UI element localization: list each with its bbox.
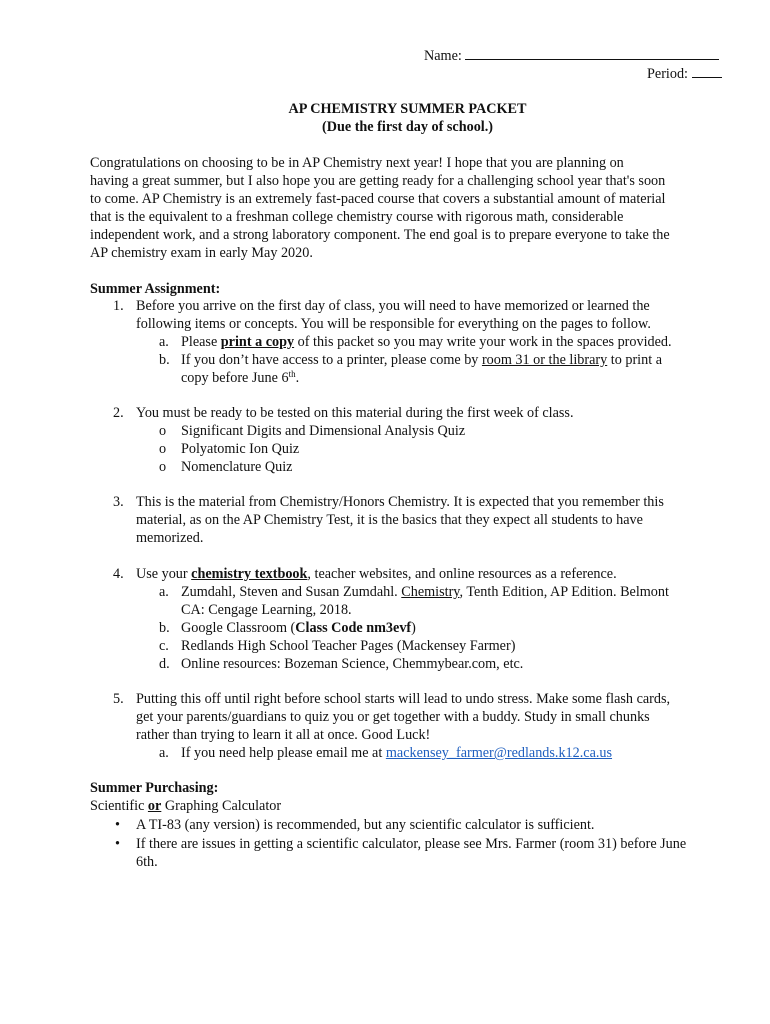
page-subtitle: (Due the first day of school.)	[321, 119, 494, 135]
chemistry-title: Chemistry	[401, 584, 460, 600]
item3-line: memorized.	[136, 530, 204, 546]
item4-text: Use your chemistry textbook, teacher websites, and online resources as a reference.	[136, 566, 617, 582]
item1b-line2: copy before June 6th.	[181, 369, 300, 386]
email-link[interactable]: mackensey_farmer@redlands.k12.ca.us	[385, 745, 613, 761]
intro-line: to come. AP Chemistry is an extremely fast-paced course that covers a substantial amount of material	[90, 191, 666, 207]
item2-text: You must be ready to be tested on this material during the first week of class.	[136, 405, 574, 421]
item4d-text: Online resources: Bozeman Science, Chemmybear.com, etc.	[181, 656, 524, 672]
item-number: 3.	[113, 494, 124, 510]
print-a-copy-emphasis: print a copy	[220, 334, 295, 350]
name-line	[424, 47, 719, 66]
purchasing-bullet-cont: 6th.	[136, 854, 158, 870]
bullet-dot: •	[115, 817, 120, 833]
intro-line: that is the equivalent to a freshman college chemistry course with rigorous math, considerable	[90, 209, 624, 225]
sub-marker: a.	[159, 745, 169, 761]
calculator-line: Scientific or Graphing Calculator	[90, 798, 282, 814]
item4c-text: Redlands High School Teacher Pages (Mackensey Farmer)	[181, 638, 516, 654]
period-blank[interactable]	[692, 65, 722, 78]
item5-line: Putting this off until right before school starts will lead to undo stress. Make some flash cards,	[136, 691, 671, 707]
or-emphasis: or	[147, 798, 162, 814]
sub-marker: d.	[159, 656, 170, 672]
quiz-item: Polyatomic Ion Quiz	[181, 441, 300, 457]
item5a-text: If you need help please email me at mackensey_farmer@redlands.k12.ca.us	[181, 745, 613, 761]
class-code: Class Code nm3evf	[295, 620, 412, 636]
item-number: 2.	[113, 405, 124, 421]
intro-line: having a great summer, but I also hope you are getting ready for a challenging school year that's soon	[90, 173, 666, 189]
item-number: 5.	[113, 691, 124, 707]
item1a-text: Please print a copy of this packet so you may write your work in the spaces provided.	[181, 334, 672, 350]
item3-line: material, as on the AP Chemistry Test, it is the basics that they expect all students to have	[136, 512, 643, 528]
intro-line: independent work, and a strong laboratory component. The end goal is to prepare everyone to take the	[90, 227, 670, 243]
purchasing-bullet: If there are issues in getting a scientific calculator, please see Mrs. Farmer (room 31) before June	[136, 836, 687, 852]
item-number: 1.	[113, 298, 124, 314]
bullet-o: o	[159, 441, 167, 457]
item3-line: This is the material from Chemistry/Honors Chemistry. It is expected that you remember this	[136, 494, 664, 510]
bullet-o: o	[159, 423, 167, 439]
intro-line: AP chemistry exam in early May 2020.	[90, 245, 313, 261]
period-label: Period:	[647, 66, 688, 82]
sub-marker: c.	[159, 638, 169, 654]
page-title: AP CHEMISTRY SUMMER PACKET	[288, 101, 527, 117]
item4b-text: Google Classroom (Class Code nm3evf)	[181, 620, 416, 636]
item-number: 4.	[113, 566, 124, 582]
sub-marker: a.	[159, 584, 169, 600]
textbook-emphasis: chemistry textbook	[191, 566, 308, 582]
quiz-item: Nomenclature Quiz	[181, 459, 293, 475]
sub-marker: a.	[159, 334, 169, 350]
item5-line: rather than trying to learn it all at once. Good Luck!	[136, 727, 431, 743]
purchasing-heading: Summer Purchasing:	[90, 780, 219, 796]
item1b-text: If you don’t have access to a printer, please come by room 31 or the library to print a	[181, 352, 663, 368]
sub-marker: b.	[159, 352, 170, 368]
bullet-dot: •	[115, 836, 120, 852]
purchasing-bullet: A TI-83 (any version) is recommended, but any scientific calculator is sufficient.	[136, 817, 595, 833]
item1-line: Before you arrive on the first day of class, you will need to have memorized or learned the	[136, 298, 650, 314]
bullet-o: o	[159, 459, 167, 475]
period-line	[647, 65, 722, 84]
name-blank[interactable]	[465, 47, 719, 60]
room-31-underline: room 31 or the library	[481, 352, 608, 368]
item5-line: get your parents/guardians to quiz you or get together with a buddy. Study in small chunks	[136, 709, 650, 725]
sub-marker: b.	[159, 620, 170, 636]
assignment-heading: Summer Assignment:	[90, 281, 221, 297]
item4a-text: Zumdahl, Steven and Susan Zumdahl. Chemistry, Tenth Edition, AP Edition. Belmont	[181, 584, 669, 600]
item1-line: following items or concepts. You will be responsible for everything on the pages to follow.	[136, 316, 651, 332]
quiz-item: Significant Digits and Dimensional Analysis Quiz	[181, 423, 466, 439]
intro-line: Congratulations on choosing to be in AP Chemistry next year! I hope that you are planning on	[90, 155, 624, 171]
name-label: Name:	[424, 48, 462, 64]
item4a-line2: CA: Cengage Learning, 2018.	[181, 602, 352, 618]
